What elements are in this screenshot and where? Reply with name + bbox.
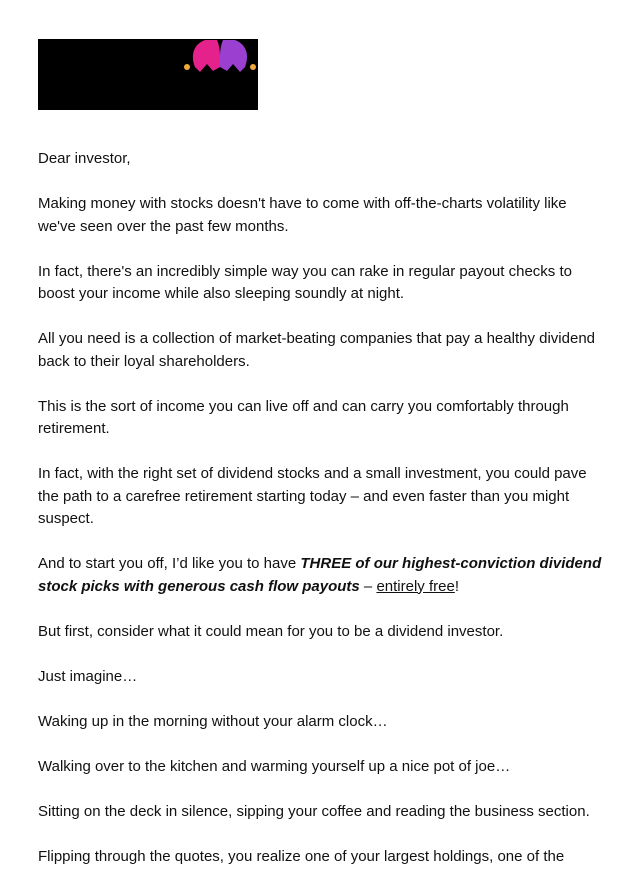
paragraph: Just imagine…: [38, 667, 138, 685]
paragraph: Making money with stocks doesn't have to come with off-the-charts volatility like we've seen over the past few months.: [38, 195, 567, 235]
paragraph: But first, consider what it could mean for you to be a dividend investor.: [38, 622, 504, 640]
paragraph: In fact, with the right set of dividend stocks and a small investment, you could pave the path to a carefree retirement starting today – and even faster than you might suspect.: [38, 465, 587, 527]
paragraph: All you need is a collection of market-beating companies that pay a healthy dividend back to their loyal shareholders.: [38, 330, 595, 370]
paragraph: Sitting on the deck in silence, sipping your coffee and reading the business section.: [38, 802, 590, 820]
offer-end: !: [454, 577, 459, 595]
paragraph: In fact, there's an incredibly simple way you can rake in regular payout checks to boost your income while also sleeping soundly at night.: [38, 262, 572, 302]
paragraph: Flipping through the quotes, you realize one of your largest holdings, one of the: [38, 847, 565, 865]
jester-hat-icon: [183, 39, 258, 110]
greeting: Dear investor,: [38, 150, 131, 167]
offer-highlight: THREE of our highest-conviction dividend stock picks with generous cash flow payouts: [38, 555, 602, 595]
paragraph: This is the sort of income you can live off and can carry you comfortably through retirement.: [38, 397, 569, 437]
email-body: [38, 39, 608, 891]
offer-paragraph: [38, 553, 608, 598]
offer-dash: –: [359, 577, 377, 595]
free-picks-link[interactable]: entirely free: [376, 577, 455, 595]
paragraph: Waking up in the morning without your alarm clock…: [38, 712, 388, 730]
offer-lead: And to start you off, I’d like you to have: [38, 555, 301, 572]
message-text: [38, 148, 608, 868]
paragraph: Walking over to the kitchen and warming yourself up a nice pot of joe…: [38, 757, 511, 775]
logo: [38, 39, 258, 110]
